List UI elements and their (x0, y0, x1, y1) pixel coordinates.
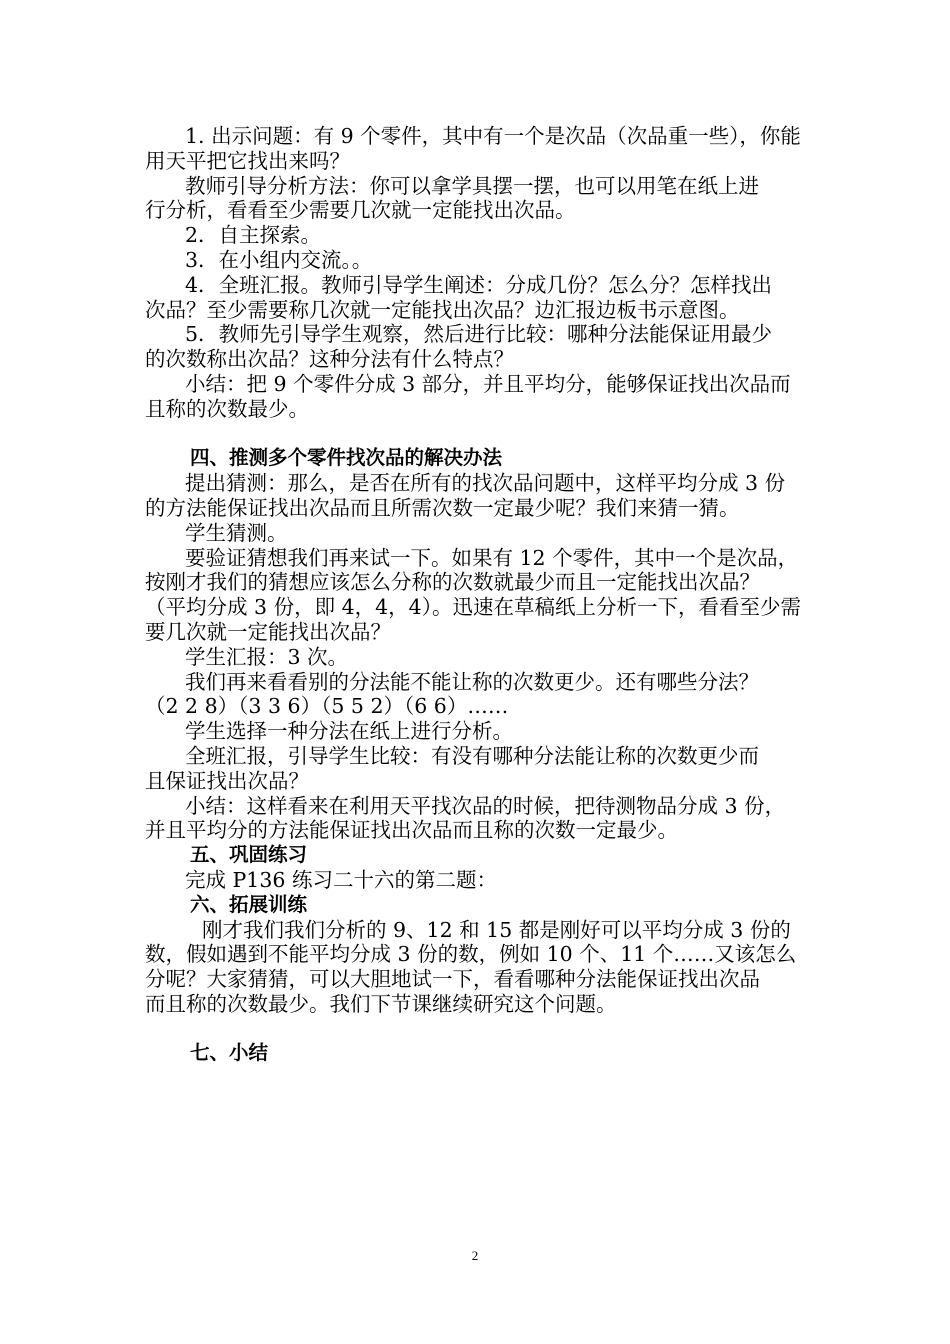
paragraph-line: 按刚才我们的猜想应该怎么分称的次数就最少而且一定能找出次品？ (145, 570, 760, 595)
paragraph-line: 要几次就一定能找出次品？ (145, 619, 391, 644)
paragraph-line: 行分析，看看至少需要几次就一定能找出次品。 (145, 198, 576, 223)
paragraph-line: 要验证猜想我们再来试一下。如果有 12 个零件，其中一个是次品， (185, 545, 799, 570)
section-heading: 五、巩固练习 (190, 843, 308, 867)
paragraph-line: 用天平把它找出来吗？ (145, 148, 350, 173)
blank-line (145, 422, 813, 447)
paragraph-line: 完成 P136 练习二十六的第二题： (185, 867, 497, 892)
page-number: 2 (471, 1248, 479, 1263)
paragraph-line: 次品？至少需要称几次就一定能找出次品？边汇报边板书示意图。 (145, 297, 740, 322)
paragraph-line: 的方法能保证找出次品而且所需次数一定最少呢？我们来猜一猜。 (145, 495, 740, 520)
paragraph-line: 的次数称出次品？这种分法有什么特点？ (145, 347, 514, 372)
paragraph-line: 学生汇报：3 次。 (185, 644, 349, 669)
paragraph-line: 2．自主探索。 (185, 223, 322, 248)
paragraph-line: 且保证找出次品？ (145, 768, 309, 793)
paragraph-line: 我们再来看看别的分法能不能让称的次数更少。还有哪些分法？ (185, 669, 759, 694)
paragraph-line: 小结：这样看来在利用天平找次品的时候，把待测物品分成 3 份， (185, 793, 786, 818)
paragraph-line: 分呢？大家猜猜，可以大胆地试一下，看看哪种分法能保证找出次品 (145, 967, 760, 992)
paragraph-line: 学生猜测。 (185, 520, 288, 545)
document-body (145, 124, 813, 1066)
blank-line (145, 1017, 813, 1042)
paragraph-line: 刚才我们我们分析的 9、12 和 15 都是刚好可以平均分成 3 份的 (202, 917, 791, 942)
section-heading: 七、小结 (190, 1041, 269, 1065)
paragraph-line: 并且平均分的方法能保证找出次品而且称的次数一定最少。 (145, 818, 678, 843)
paragraph-line: 数，假如遇到不能平均分成 3 份的数，例如 10 个、11 个……又该怎么 (145, 942, 797, 967)
paragraph-line: 而且称的次数最少。我们下节课继续研究这个问题。 (145, 991, 617, 1016)
paragraph-line: 5．教师先引导学生观察，然后进行比较：哪种分法能保证用最少 (185, 322, 773, 347)
paragraph-line: 且称的次数最少。 (145, 396, 309, 421)
paragraph-line: 4．全班汇报。教师引导学生阐述：分成几份？怎么分？怎样找出 (185, 272, 773, 297)
paragraph-line: （平均分成 3 份，即 4，4，4）。迅速在草稿纸上分析一下，看看至少需 (145, 595, 801, 620)
section-heading: 四、推测多个零件找次品的解决办法 (190, 446, 503, 470)
paragraph-line: 学生选择一种分法在纸上进行分析。 (185, 719, 513, 744)
section-heading: 六、拓展训练 (190, 892, 308, 916)
paragraph-line: 1. 出示问题：有 9 个零件，其中有一个是次品（次品重一些），你能 (185, 124, 801, 148)
paragraph-line: 3．在小组内交流。。 (185, 247, 373, 272)
paragraph-line: 全班汇报，引导学生比较：有没有哪种分法能让称的次数更少而 (185, 743, 759, 768)
paragraph-line: （2 2 8）（3 3 6）（5 5 2）（6 6）…… (145, 694, 509, 719)
paragraph-line: 教师引导分析方法：你可以拿学具摆一摆，也可以用笔在纸上进 (185, 173, 759, 198)
paragraph-line: 小结：把 9 个零件分成 3 部分，并且平均分，能够保证找出次品而 (185, 371, 791, 396)
paragraph-line: 提出猜测：那么，是否在所有的找次品问题中，这样平均分成 3 份 (185, 471, 786, 496)
